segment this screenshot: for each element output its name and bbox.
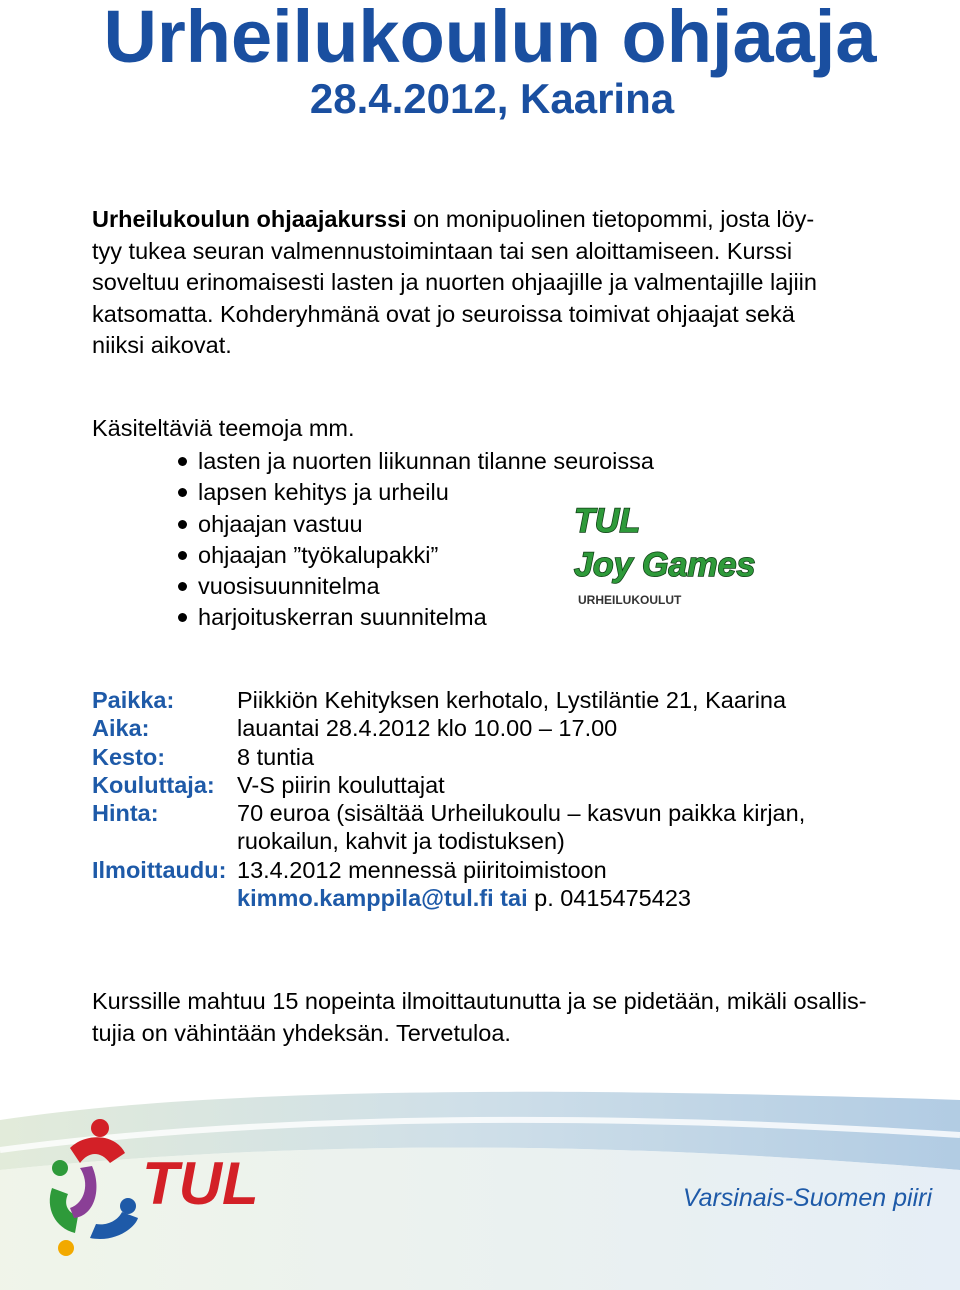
register-email-link[interactable]: kimmo.kamppila@tul.fi tai [237,885,528,912]
joy-games-logo [568,500,808,615]
intro-bold-lead: Urheilukoulun ohjaajakurssi [92,206,407,232]
joy-logo-line-3: URHEILUKOULUT [578,593,682,607]
price-label: Hinta: [92,800,159,827]
register-contact [237,884,691,912]
intro-line-2: tyy tukea seuran valmennustoimintaan tai sen aloittamiseen. Kurssi [92,237,793,264]
trainer-label: Kouluttaja: [92,771,215,798]
list-item: vuosisuunnitelma [178,571,654,602]
topics-heading: Käsiteltäviä teemoja mm. [92,415,355,441]
intro-line-3: soveltuu erinomaisesti lasten ja nuorten ohjaajille ja valmentajille lajiin [92,269,817,295]
register-value: 13.4.2012 mennessä piiritoimistoon [237,856,607,883]
closing-line-1: Kurssille mahtuu 15 nopeinta ilmoittautunutta ja se pidetään, mikäli osallis- [92,988,867,1014]
intro-text-1: on monipuolinen tietopommi, josta löy- [406,206,815,232]
tul-logo [30,1108,300,1273]
page-title: Urheilukoulun ohjaaja [103,0,877,78]
duration-value: 8 tuntia [237,743,315,770]
place-value: Piikkiön Kehityksen kerhotalo, Lystiläntie 21, Kaarina [237,687,787,713]
intro-line-4: katsomatta. Kohderyhmänä ovat jo seuroissa toimivat ohjaajat sekä [92,300,795,327]
header [0,0,960,130]
joy-logo-line-2: Joy Games [574,546,756,584]
price-value-1: 70 euroa (sisältää Urheilukoulu – kasvun paikka kirjan, [237,800,806,827]
list-item: ohjaajan vastuu [178,509,654,540]
tul-logo-text: TUL [142,1150,259,1217]
joy-logo-line-1: TUL [574,502,641,540]
list-item: lapsen kehitys ja urheilu [178,477,654,508]
register-phone: p. 0415475423 [527,885,691,912]
place-label: Paikka: [92,687,175,713]
list-item: lasten ja nuorten liikunnan tilanne seuroissa [178,446,654,477]
price-value-2: ruokailun, kahvit ja todistuksen) [237,828,565,855]
register-label: Ilmoittaudu: [92,856,227,883]
tul-emblem-icon [50,1119,138,1256]
time-value: lauantai 28.4.2012 klo 10.00 – 17.00 [237,715,618,742]
district-name: Varsinais-Suomen piiri [682,1184,932,1212]
list-item: harjoituskerran suunnitelma [178,602,654,633]
list-item: ohjaajan ”työkalupakki” [178,540,654,571]
trainer-value: V-S piirin kouluttajat [237,771,445,798]
duration-label: Kesto: [92,743,166,770]
page-subtitle: 28.4.2012, Kaarina [309,75,675,122]
time-label: Aika: [92,715,150,742]
intro-line-5: niiksi aikovat. [92,332,232,358]
intro-paragraph [92,204,882,362]
closing-paragraph [92,986,882,1049]
closing-line-2: tujia on vähintään yhdeksän. Tervetuloa. [92,1019,511,1046]
